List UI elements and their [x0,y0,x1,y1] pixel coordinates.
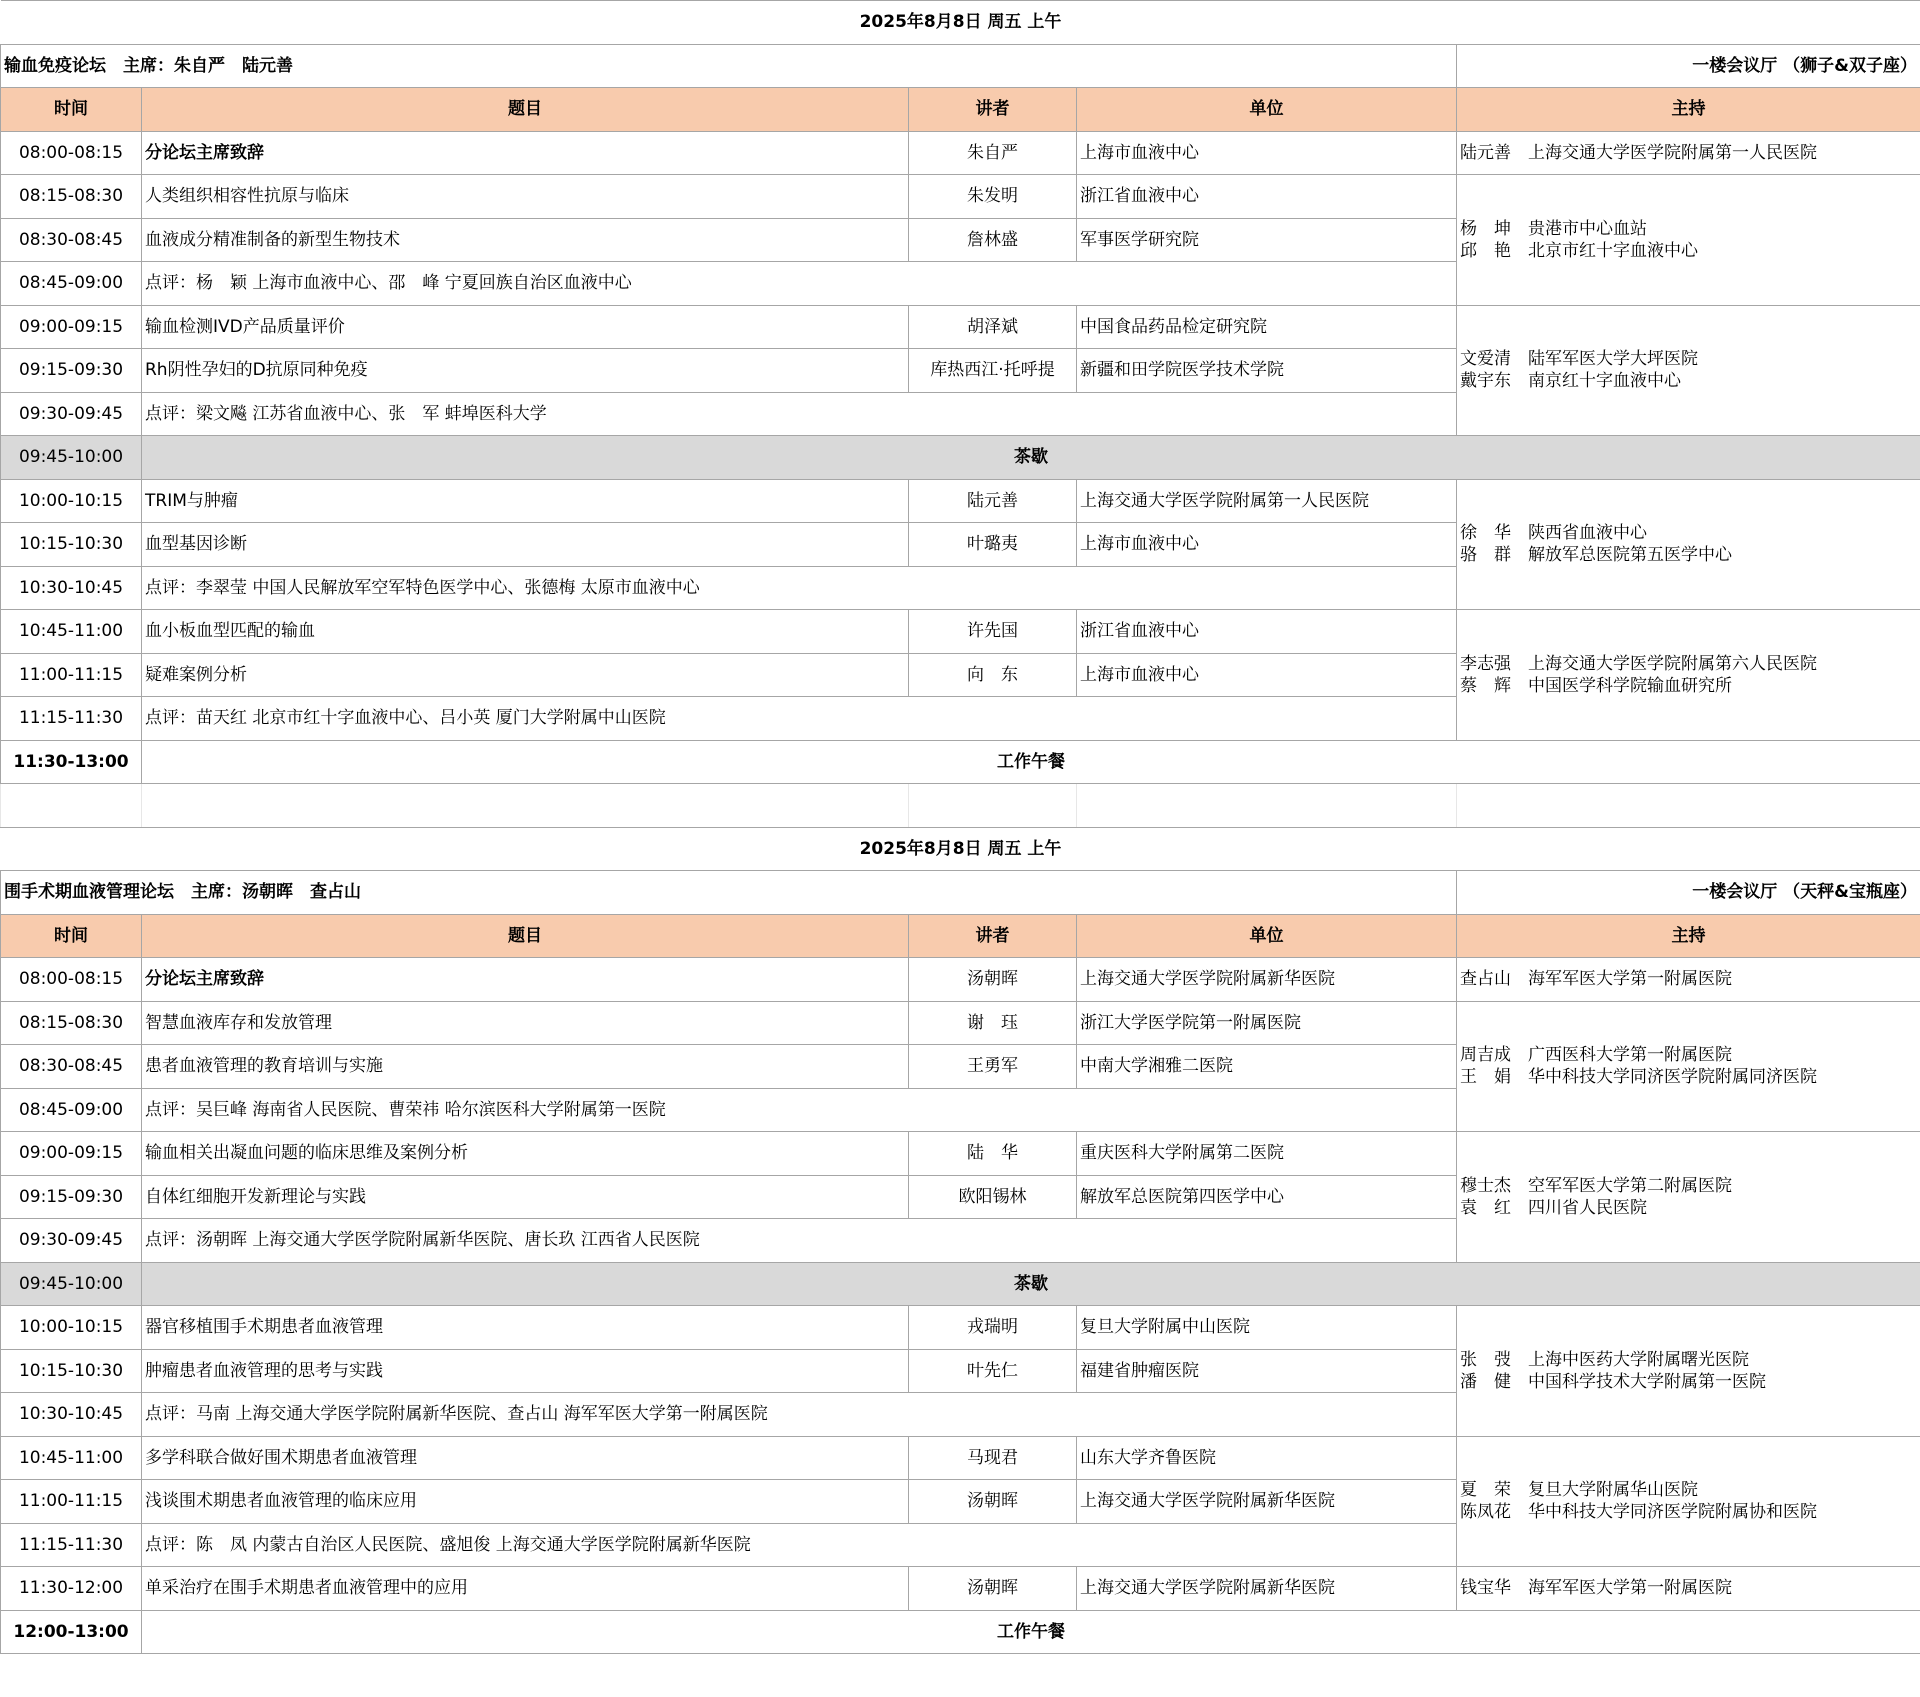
host-cell[interactable] [1457,1132,1920,1263]
speaker-cell[interactable]: 叶先仁 [909,1349,1077,1393]
lunch-row [1,740,1920,784]
time-cell[interactable]: 10:45-11:00 [1,610,142,654]
unit-cell[interactable]: 新疆和田学院医学技术学院 [1077,349,1457,393]
header-time[interactable]: 时间 [1,914,142,958]
comment-cell[interactable]: 点评：苗天红 北京市红十字血液中心、吕小英 厦门大学附属中山医院 [142,697,1457,741]
topic-cell[interactable]: 多学科联合做好围术期患者血液管理 [142,1436,909,1480]
host-line: 杨 坤 贵港市中心血站 [1460,218,1647,239]
forum1-title-row [1,44,1920,88]
unit-cell[interactable]: 上海交通大学医学院附属新华医院 [1077,1480,1457,1524]
host-line: 钱宝华 海军军医大学第一附属医院 [1460,1578,1732,1599]
host-line: 潘 健 中国科学技术大学附属第一医院 [1460,1371,1766,1392]
forum1-venue[interactable]: 一楼会议厅 （狮子&双子座） [1457,44,1920,88]
header-unit[interactable]: 单位 [1077,914,1457,958]
forum1-title[interactable]: 输血免疫论坛 主席：朱自严 陆元善 [1,44,1457,88]
forum2-date-row [1,827,1920,871]
topic-cell[interactable]: 疑难案例分析 [142,653,909,697]
time-cell[interactable]: 09:30-09:45 [1,392,142,436]
forum1-header-row [1,88,1920,132]
unit-cell[interactable]: 解放军总医院第四医学中心 [1077,1175,1457,1219]
empty-cell[interactable] [142,784,909,828]
empty-cell[interactable] [909,784,1077,828]
time-cell[interactable]: 11:15-11:30 [1,697,142,741]
host-cell[interactable] [1457,958,1920,1002]
time-cell[interactable]: 11:15-11:30 [1,1523,142,1567]
host-line: 陈凤花 华中科技大学同济医学院附属协和医院 [1460,1502,1817,1523]
topic-cell[interactable]: 输血相关出凝血问题的临床思维及案例分析 [142,1132,909,1176]
topic-cell[interactable]: 单采治疗在围手术期患者血液管理中的应用 [142,1567,909,1611]
host-line: 袁 红 四川省人民医院 [1460,1197,1647,1218]
time-cell[interactable]: 10:00-10:15 [1,1306,142,1350]
host-cell[interactable] [1457,1436,1920,1567]
forum2-venue[interactable]: 一楼会议厅 （天秤&宝瓶座） [1457,871,1920,915]
unit-cell[interactable]: 军事医学研究院 [1077,218,1457,262]
host-cell[interactable] [1457,1306,1920,1437]
header-time[interactable]: 时间 [1,88,142,132]
topic-cell[interactable]: 血小板血型匹配的输血 [142,610,909,654]
empty-cell[interactable] [1077,784,1457,828]
comment-cell[interactable]: 点评：马南 上海交通大学医学院附属新华医院、查占山 海军军医大学第一附属医院 [142,1393,1457,1437]
host-line: 李志强 上海交通大学医学院附属第六人民医院 [1460,653,1817,674]
table-row [1,610,1920,654]
lunch-cell[interactable]: 工作午餐 [142,1610,1920,1654]
time-cell[interactable]: 11:30-12:00 [1,1567,142,1611]
host-line: 邱 艳 北京市红十字血液中心 [1460,240,1698,261]
host-cell[interactable] [1457,305,1920,436]
time-cell[interactable]: 08:30-08:45 [1,1045,142,1089]
host-line: 文爱清 陆军军医大学大坪医院 [1460,349,1698,370]
time-cell[interactable]: 11:30-13:00 [1,740,142,784]
speaker-cell[interactable]: 欧阳锡林 [909,1175,1077,1219]
host-line: 陆元善 上海交通大学医学院附属第一人民医院 [1460,142,1817,163]
time-cell[interactable]: 08:15-08:30 [1,1001,142,1045]
table-row [1,175,1920,219]
speaker-cell[interactable]: 詹林盛 [909,218,1077,262]
unit-cell[interactable]: 山东大学齐鲁医院 [1077,1436,1457,1480]
topic-cell[interactable]: 患者血液管理的教育培训与实施 [142,1045,909,1089]
table-row [1,1132,1920,1176]
table-row [1,131,1920,175]
lunch-row [1,1610,1920,1654]
forum2-header-row [1,914,1920,958]
topic-cell[interactable]: 人类组织相容性抗原与临床 [142,175,909,219]
time-cell[interactable]: 08:00-08:15 [1,958,142,1002]
time-cell[interactable]: 08:45-09:00 [1,1088,142,1132]
time-cell[interactable]: 08:00-08:15 [1,131,142,175]
header-host[interactable]: 主持 [1457,88,1920,132]
topic-cell[interactable]: 器官移植围手术期患者血液管理 [142,1306,909,1350]
time-cell[interactable]: 10:15-10:30 [1,523,142,567]
table-row [1,1567,1920,1611]
topic-cell[interactable]: 分论坛主席致辞 [142,131,909,175]
host-line: 戴宇东 南京红十字血液中心 [1460,371,1681,392]
time-cell[interactable]: 09:45-10:00 [1,1262,142,1306]
host-cell[interactable] [1457,175,1920,306]
forum1-date[interactable]: 2025年8月8日 周五 上午 [1,1,1920,45]
speaker-cell[interactable]: 库热西江·托呼提 [909,349,1077,393]
break-row [1,436,1920,480]
topic-cell[interactable]: TRIM与肿瘤 [142,479,909,523]
host-cell[interactable] [1457,1001,1920,1132]
speaker-cell[interactable]: 马现君 [909,1436,1077,1480]
header-topic[interactable]: 题目 [142,88,909,132]
table-row [1,1436,1920,1480]
time-cell[interactable]: 09:45-10:00 [1,436,142,480]
unit-cell[interactable]: 上海市血液中心 [1077,131,1457,175]
header-speaker[interactable]: 讲者 [909,914,1077,958]
time-cell[interactable]: 11:00-11:15 [1,653,142,697]
speaker-cell[interactable]: 汤朝晖 [909,958,1077,1002]
host-line: 查占山 海军军医大学第一附属医院 [1460,969,1732,990]
spacer-row [1,784,1920,828]
header-speaker[interactable]: 讲者 [909,88,1077,132]
host-line: 夏 荣 复旦大学附属华山医院 [1460,1480,1698,1501]
time-cell[interactable]: 10:30-10:45 [1,1393,142,1437]
time-cell[interactable]: 08:30-08:45 [1,218,142,262]
host-line: 周吉成 广西医科大学第一附属医院 [1460,1045,1732,1066]
host-line: 骆 群 解放军总医院第五医学中心 [1460,545,1732,566]
topic-cell[interactable]: 浅谈围术期患者血液管理的临床应用 [142,1480,909,1524]
comment-cell[interactable]: 点评：梁文飚 江苏省血液中心、张 军 蚌埠医科大学 [142,392,1457,436]
table-row [1,305,1920,349]
unit-cell[interactable]: 上海交通大学医学院附属新华医院 [1077,1567,1457,1611]
unit-cell[interactable]: 上海市血液中心 [1077,653,1457,697]
time-cell[interactable]: 10:45-11:00 [1,1436,142,1480]
lunch-cell[interactable]: 工作午餐 [142,740,1920,784]
speaker-cell[interactable]: 汤朝晖 [909,1480,1077,1524]
unit-cell[interactable]: 复旦大学附属中山医院 [1077,1306,1457,1350]
time-cell[interactable]: 12:00-13:00 [1,1610,142,1654]
unit-cell[interactable]: 浙江省血液中心 [1077,610,1457,654]
time-cell[interactable]: 09:00-09:15 [1,1132,142,1176]
time-cell[interactable]: 09:15-09:30 [1,1175,142,1219]
unit-cell[interactable]: 福建省肿瘤医院 [1077,1349,1457,1393]
forum1-date-row [1,1,1920,45]
topic-cell[interactable]: 分论坛主席致辞 [142,958,909,1002]
header-host[interactable]: 主持 [1457,914,1920,958]
table-row [1,1001,1920,1045]
time-cell[interactable]: 11:00-11:15 [1,1480,142,1524]
speaker-cell[interactable]: 戎瑞明 [909,1306,1077,1350]
topic-cell[interactable]: 输血检测IVD产品质量评价 [142,305,909,349]
host-line: 穆士杰 空军军医大学第二附属医院 [1460,1175,1732,1196]
header-topic[interactable]: 题目 [142,914,909,958]
host-line: 蔡 辉 中国医学科学院输血研究所 [1460,675,1732,696]
unit-cell[interactable]: 重庆医科大学附属第二医院 [1077,1132,1457,1176]
time-cell[interactable]: 09:00-09:15 [1,305,142,349]
topic-cell[interactable]: Rh阴性孕妇的D抗原同种免疫 [142,349,909,393]
break-cell[interactable]: 茶歇 [142,436,1920,480]
unit-cell[interactable]: 中南大学湘雅二医院 [1077,1045,1457,1089]
time-cell[interactable]: 09:15-09:30 [1,349,142,393]
speaker-cell[interactable]: 许先国 [909,610,1077,654]
topic-cell[interactable]: 血液成分精准制备的新型生物技术 [142,218,909,262]
time-cell[interactable]: 08:15-08:30 [1,175,142,219]
topic-cell[interactable]: 血型基因诊断 [142,523,909,567]
speaker-cell[interactable]: 叶璐夷 [909,523,1077,567]
topic-cell[interactable]: 智慧血液库存和发放管理 [142,1001,909,1045]
comment-cell[interactable]: 点评：汤朝晖 上海交通大学医学院附属新华医院、唐长玖 江西省人民医院 [142,1219,1457,1263]
host-cell[interactable] [1457,479,1920,610]
empty-cell[interactable] [1,784,142,828]
table-row [1,1306,1920,1350]
speaker-cell[interactable]: 向 东 [909,653,1077,697]
time-cell[interactable]: 09:30-09:45 [1,1219,142,1263]
forum2-date[interactable]: 2025年8月8日 周五 上午 [1,827,1920,871]
speaker-cell[interactable]: 朱自严 [909,131,1077,175]
speaker-cell[interactable]: 王勇军 [909,1045,1077,1089]
host-line: 徐 华 陕西省血液中心 [1460,523,1647,544]
forum2-title-row [1,871,1920,915]
header-unit[interactable]: 单位 [1077,88,1457,132]
speaker-cell[interactable]: 谢 珏 [909,1001,1077,1045]
speaker-cell[interactable]: 汤朝晖 [909,1567,1077,1611]
table-row [1,958,1920,1002]
unit-cell[interactable]: 上海市血液中心 [1077,523,1457,567]
time-cell[interactable]: 10:15-10:30 [1,1349,142,1393]
topic-cell[interactable]: 自体红细胞开发新理论与实践 [142,1175,909,1219]
host-line: 王 娟 华中科技大学同济医学院附属同济医院 [1460,1067,1817,1088]
unit-cell[interactable]: 上海交通大学医学院附属新华医院 [1077,958,1457,1002]
speaker-cell[interactable]: 陆元善 [909,479,1077,523]
host-line: 张 弢 上海中医药大学附属曙光医院 [1460,1349,1749,1370]
unit-cell[interactable]: 上海交通大学医学院附属第一人民医院 [1077,479,1457,523]
speaker-cell[interactable]: 朱发明 [909,175,1077,219]
break-cell[interactable]: 茶歇 [142,1262,1920,1306]
time-cell[interactable]: 10:00-10:15 [1,479,142,523]
comment-cell[interactable]: 点评：李翠莹 中国人民解放军空军特色医学中心、张德梅 太原市血液中心 [142,566,1457,610]
unit-cell[interactable]: 浙江省血液中心 [1077,175,1457,219]
forum2-title[interactable]: 围手术期血液管理论坛 主席：汤朝晖 查占山 [1,871,1457,915]
table-row [1,479,1920,523]
host-cell[interactable] [1457,610,1920,741]
comment-cell[interactable]: 点评：陈 凤 内蒙古自治区人民医院、盛旭俊 上海交通大学医学院附属新华医院 [142,1523,1457,1567]
host-cell[interactable] [1457,131,1920,175]
comment-cell[interactable]: 点评：杨 颖 上海市血液中心、邵 峰 宁夏回族自治区血液中心 [142,262,1457,306]
time-cell[interactable]: 10:30-10:45 [1,566,142,610]
time-cell[interactable]: 08:45-09:00 [1,262,142,306]
topic-cell[interactable]: 肿瘤患者血液管理的思考与实践 [142,1349,909,1393]
comment-cell[interactable]: 点评：吴巨峰 海南省人民医院、曹荣祎 哈尔滨医科大学附属第一医院 [142,1088,1457,1132]
empty-cell[interactable] [1457,784,1920,828]
speaker-cell[interactable]: 胡泽斌 [909,305,1077,349]
speaker-cell[interactable]: 陆 华 [909,1132,1077,1176]
unit-cell[interactable]: 浙江大学医学院第一附属医院 [1077,1001,1457,1045]
unit-cell[interactable]: 中国食品药品检定研究院 [1077,305,1457,349]
host-cell[interactable] [1457,1567,1920,1611]
break-row [1,1262,1920,1306]
